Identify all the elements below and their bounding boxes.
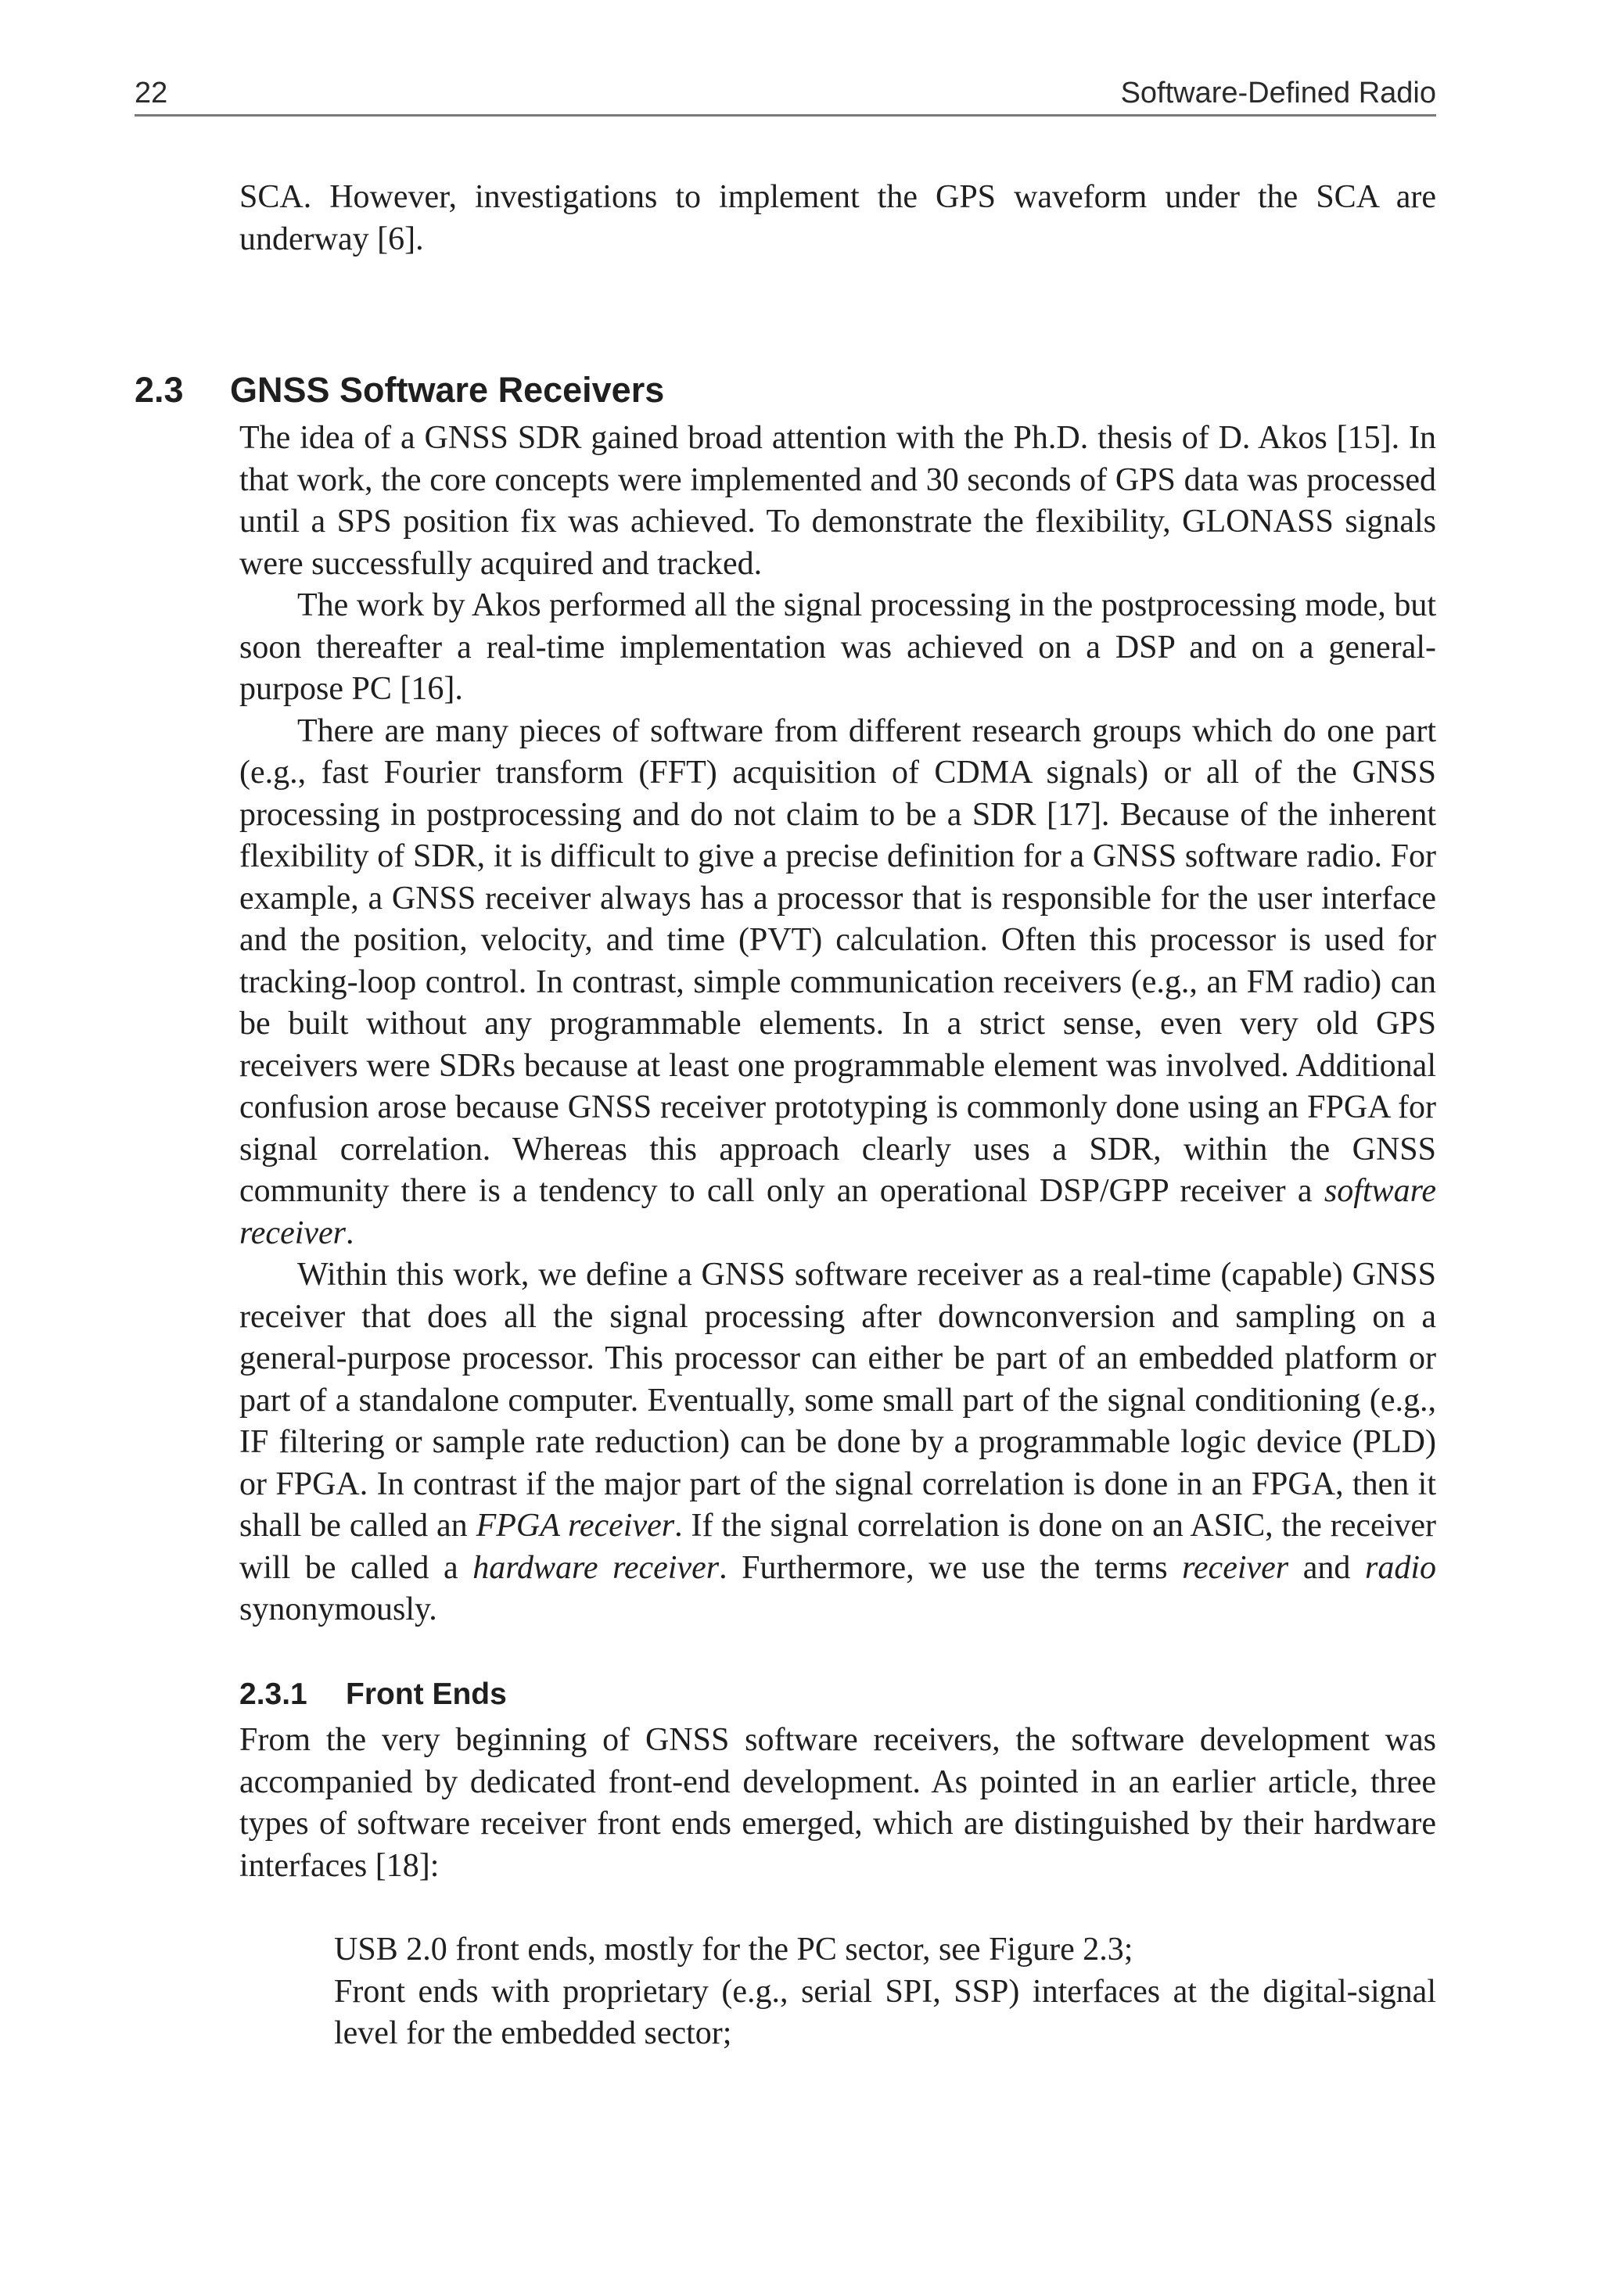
page-body <box>239 177 1436 2055</box>
subsection-heading <box>239 1674 1436 1716</box>
paragraph-front-ends-intro: From the very beginning of GNSS software receivers, the software development was accompanied by dedicated front-end development. As pointed in an earlier article, three types of software receiver front ends emerged, which are distinguished by their hardware interfaces [18]: <box>239 1722 1436 1884</box>
paragraph-receiver-definition-part-c: . Furthermore, we use the terms <box>719 1549 1183 1586</box>
front-end-types-list <box>239 1929 1436 2055</box>
term-radio: radio <box>1364 1549 1436 1586</box>
paragraph-receiver-definition-part-e: synonymously. <box>239 1591 437 1627</box>
paragraph-receiver-definition-part-b: . If the signal correlation is done on an ASIC, the receiver will be called a <box>239 1508 1437 1586</box>
page-number: 22 <box>135 77 168 109</box>
term-receiver: receiver <box>1182 1549 1289 1586</box>
section-number: 2.3 <box>135 370 184 411</box>
paragraph-gnss-sdr-origin: The idea of a GNSS SDR gained broad attention with the Ph.D. thesis of D. Akos [15]. In that work, the core concepts were implemented and 30 seconds of GPS data was processed until a SPS position fix was achieved. To demonstrate the flexibility, GLONASS signals were successfully acquired and tracked. <box>239 420 1436 582</box>
term-software-receiver: software receiver <box>239 1173 1436 1251</box>
paragraph-receiver-definition-part-d: and <box>1288 1549 1365 1586</box>
subsection-title: Front Ends <box>346 1677 507 1711</box>
paragraph-receiver-definition-part-a: Within this work, we define a GNSS software receiver as a real-time (capable) GNSS receiver that does all the signal processing after downconversion and sampling on a general-purpose processor. This processor can either be part of an embedded platform or part of a standalone computer. Eventually, some small part of the signal conditioning (e.g., IF filtering or sample rate reduction) can be done by a programmable logic device (PLD) or FPGA. In contrast if the major part of the signal correlation is done in an FPGA, then it shall be called an <box>239 1257 1436 1544</box>
paragraph-software-definition-text: There are many pieces of software from different research groups which do one part (e.g., fast Fourier transform (FFT) acquisition of CDMA signals) or all of the GNSS processing in postprocessing and do not claim to be a SDR [17]. Because of the inherent flexibility of SDR, it is difficult to give a precise definition for a GNSS software radio. For example, a GNSS receiver always has a processor that is responsible for the user interface and the position, velocity, and time (PVT) calculation. Often this processor is used for tracking-loop control. In contrast, simple communication receivers (e.g., an FM radio) can be built without any programmable elements. In a strict sense, even very old GPS receivers were SDRs because at least one programmable element was involved. Additional confusion arose because GNSS receiver prototyping is commonly done using an FPGA for signal correlation. Whereas this approach clearly uses a SDR, within the GNSS community there is a tendency to call only an operational DSP/GPP receiver a <box>239 712 1436 1209</box>
running-header <box>135 75 1436 117</box>
opening-paragraph: SCA. However, investigations to implement the GPS waveform under the SCA are underway [6]. <box>239 179 1436 257</box>
section-title: GNSS Software Receivers <box>230 370 665 411</box>
subsection-number: 2.3.1 <box>239 1677 307 1711</box>
term-hardware-receiver: hardware receiver <box>472 1549 720 1586</box>
paragraph-software-definition-end: . <box>346 1214 354 1251</box>
running-head-title: Software-Defined Radio <box>1120 77 1436 109</box>
list-space-before <box>239 1887 1436 1929</box>
term-fpga-receiver: FPGA receiver <box>476 1508 675 1544</box>
paragraph-akos-realtime: The work by Akos performed all the signal processing in the postprocessing mode, but soon thereafter a real-time implementation was achieved on a DSP and on a general-purpose PC [16]. <box>239 587 1436 707</box>
section-heading-space <box>239 260 1436 418</box>
subsection-space-before <box>239 1631 1436 1674</box>
list-item: USB 2.0 front ends, mostly for the PC sector, see Figure 2.3; <box>334 1932 1133 1968</box>
paragraph-software-definition <box>239 711 1436 1255</box>
paragraph-receiver-definition <box>239 1254 1436 1631</box>
list-item: Front ends with proprietary (e.g., serial SPI, SSP) interfaces at the digital-signal level for the embedded sector; <box>334 1973 1436 2051</box>
